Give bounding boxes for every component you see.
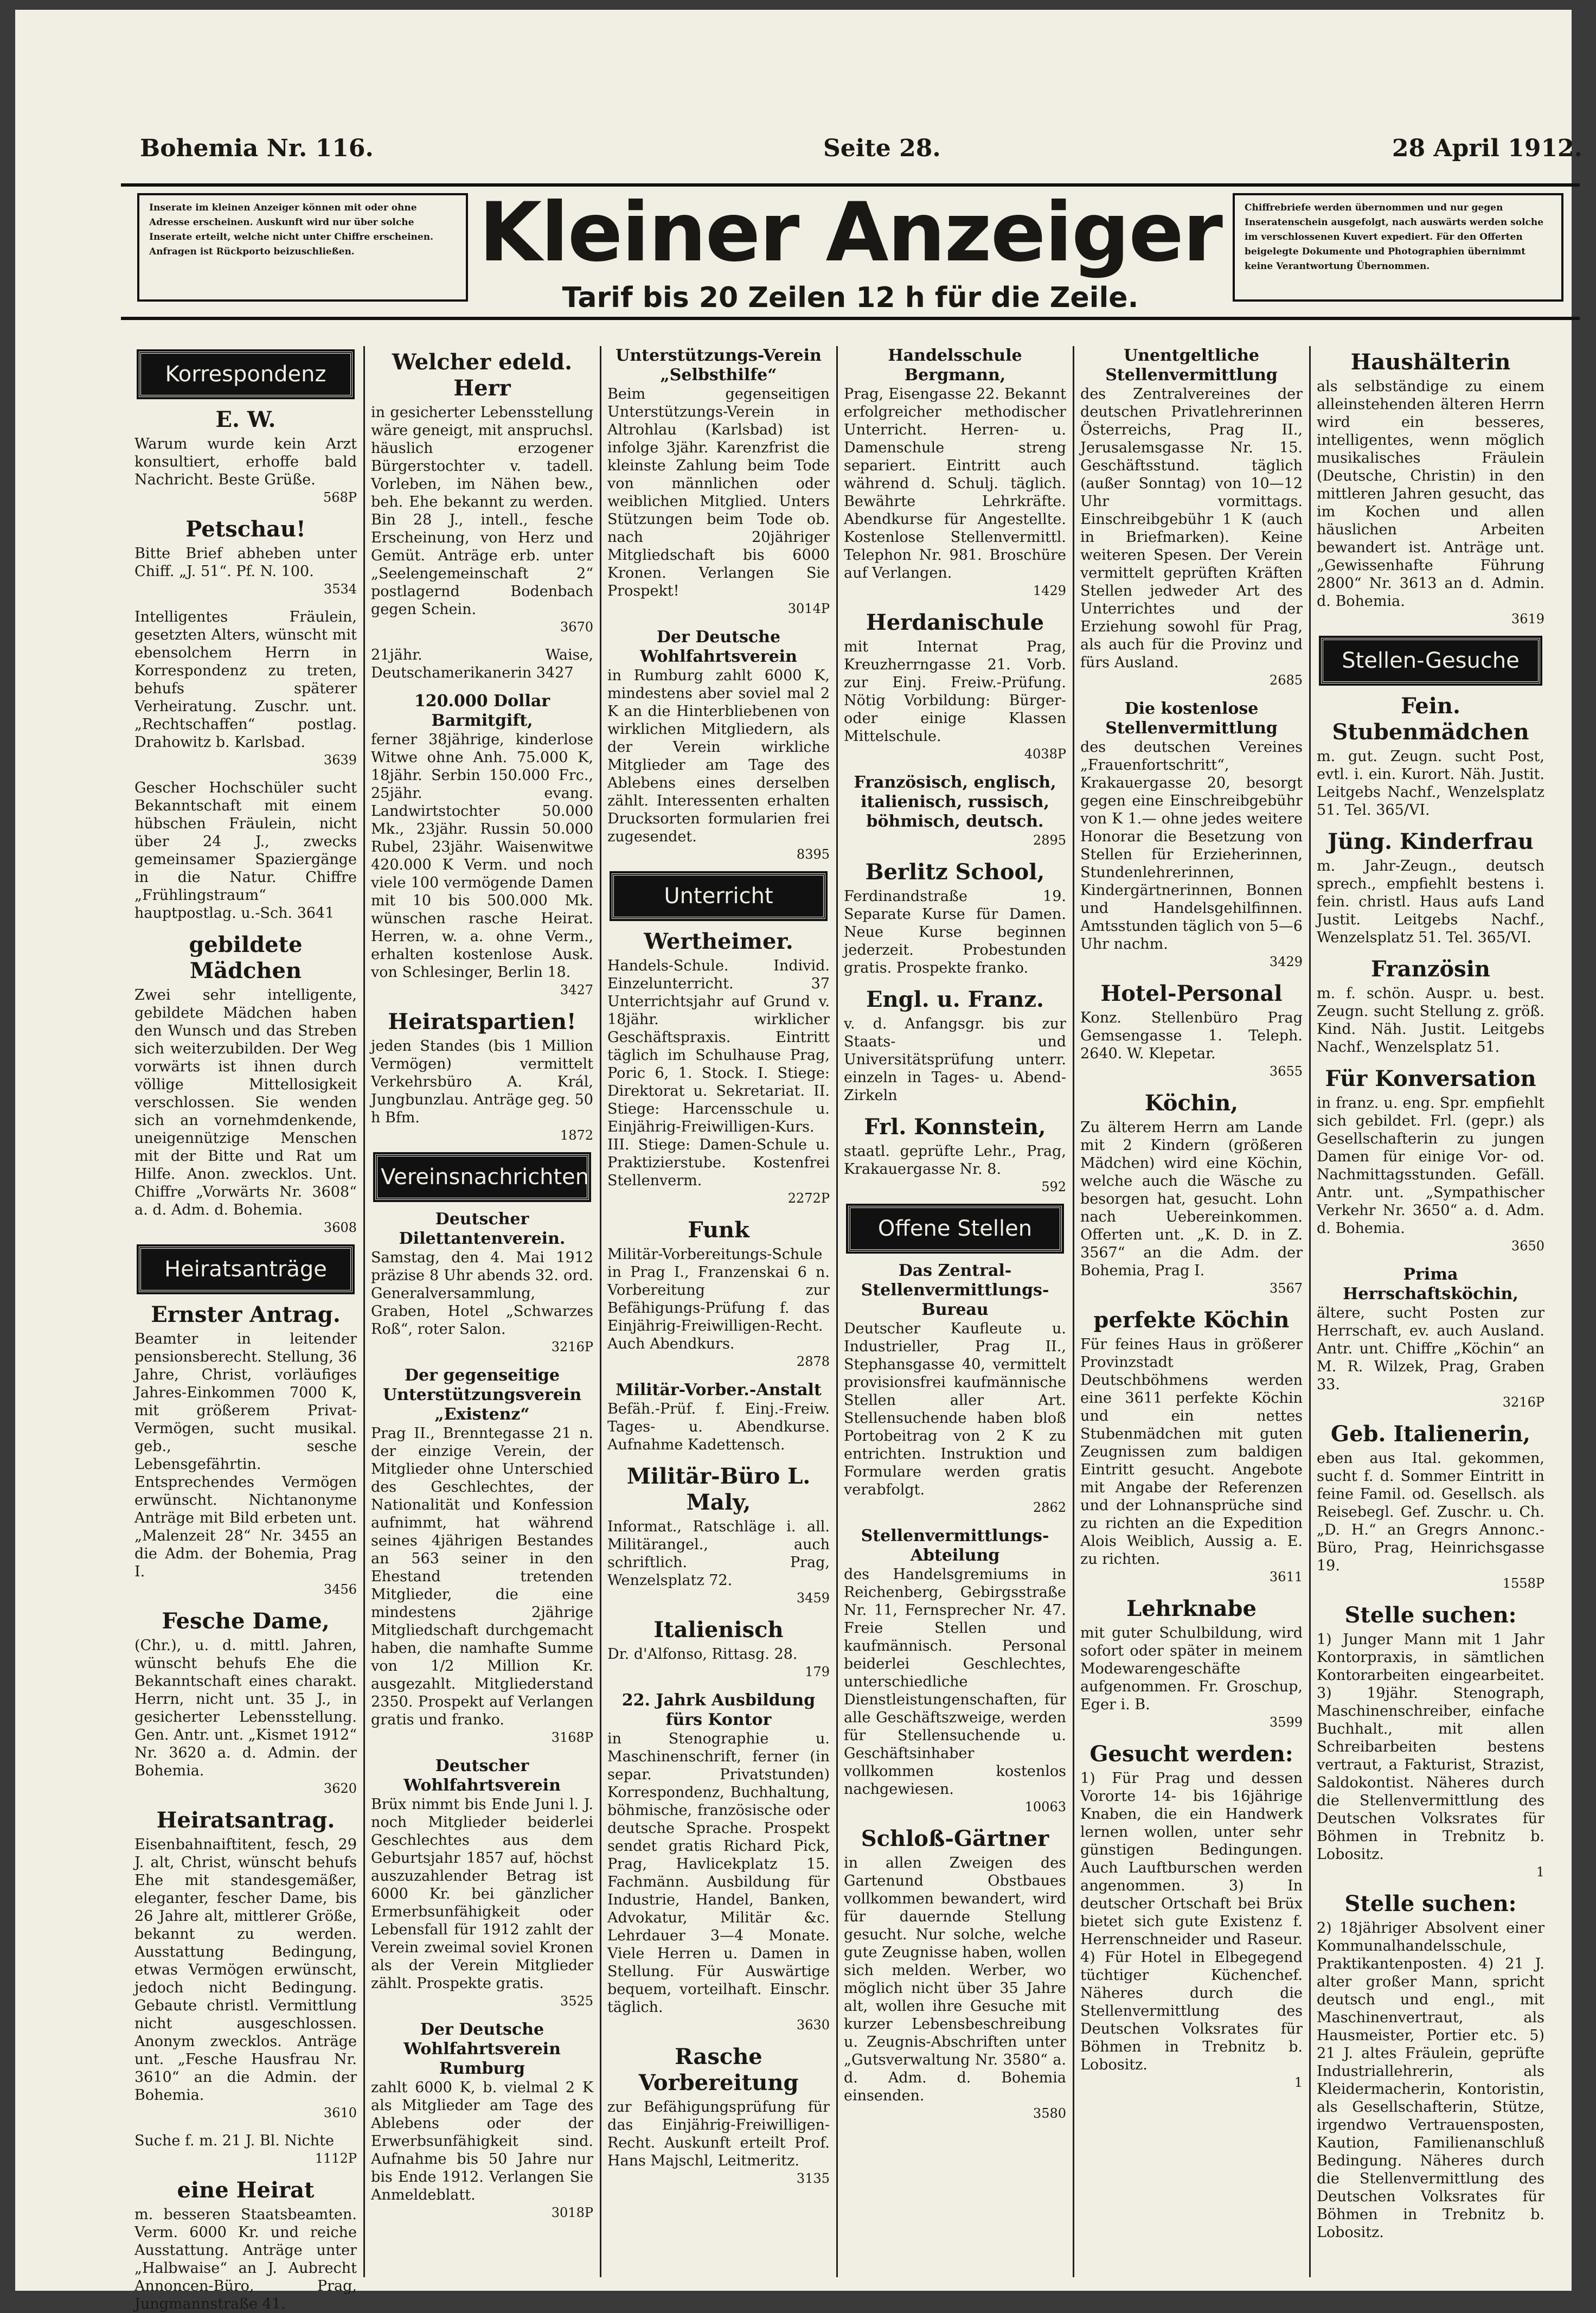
classified-ad (607, 2044, 830, 2188)
classified-ad (844, 773, 1066, 849)
classified-ad (607, 1464, 830, 1607)
ad-reference-number: 3639 (323, 752, 357, 768)
ad-reference-number: 3610 (323, 2105, 357, 2120)
ad-reference-number: 3135 (796, 2171, 830, 2186)
ad-reference-number: 3427 (560, 982, 593, 998)
ad-reference-number: 2272P (787, 1191, 830, 1206)
classified-ad (371, 349, 593, 636)
classified-ad (1317, 829, 1544, 947)
classified-ad (134, 2177, 357, 2313)
ad-text: zahlt 6000 K, b. vielmal 2 K als Mitglieder am Tage des Ablebens oder der Erwerbsunfähigkeit sind. Aufnahme bis 50 Jahre nur bis Ende 1912. Verlangen Sie Anmeldeblatt. (371, 2079, 593, 2203)
ad-headline: Der Deutsche Wohlfahrtsverein (640, 628, 797, 666)
classified-ad (1317, 1891, 1544, 2241)
classified-ad (844, 1114, 1066, 1196)
ad-headline: Herdanischule (866, 610, 1044, 635)
classified-ad (134, 779, 357, 922)
ad-text: Bitte Brief abheben unter Chiff. „J. 51“. Pf. N. 100. (134, 545, 357, 580)
ad-text: ferner 38jährige, kinderlose Witwe ohne Anh. 75.000 K, 18jähr. Serbin 150.000 Frc., 25jähr. evang. Landwirtstochter 50.000 Mk., 23jähr. Russin 50.000 Rubel, 23jähr. Waisenwitwe 420.000 K Verm. und noch viele 100 vermögende Damen mit 10 bis 500.000 Mk. wünschen rasche Heirat. Herren, w. a. ohne Verm., erhalten kostenlose Ausk. von Schlesinger, Berlin 18. (371, 731, 593, 981)
ad-headline: Petschau! (185, 516, 306, 542)
ad-text: v. d. Anfangsgr. bis zur Staats- und Universitätsprüfung unterr. einzeln in Tages- u. Abend-Zirkeln (844, 1015, 1066, 1104)
ad-reference-number: 3216P (1502, 1395, 1544, 1410)
classified-ad (1317, 1602, 1544, 1881)
ad-text: Für feines Haus in größerer Provinzstadt Deutschböhmens werden eine 3611 perfekte Köchin und ein nettes Stubenmädchen mit guten Zeugnissen zum baldigen Eintritt gesucht. Angebote mit Angabe der Referenzen und der Lohnansprüche sind zu richten an die Expedition Alois Weiblich, Aussig a. E. zu richten. (1080, 1336, 1303, 1568)
ad-text: m. f. schön. Auspr. u. best. Zeugn. sucht Stellung z. größ. Kind. Näh. Justit. Leitgebs Nachf., Wenzelsplatz 51. (1317, 985, 1544, 1056)
ad-headline: Stelle suchen: (1344, 1602, 1517, 1628)
classified-ad (844, 346, 1066, 600)
ad-headline: Jüng. Kinderfrau (1328, 829, 1534, 854)
ad-reference-number: 1 (1536, 1864, 1544, 1880)
ad-text: in Stenographie u. Maschinenschrift, ferner (in separ. Privatstunden) Korrespondenz, Buchhaltung, böhmische, französische oder deutsche Sprache. Prospekt sendet gratis Richard Pick, Prag, Havlicekplatz 15. Fachmänn. Ausbildung für Industrie, Handel, Banken, Advokatur, Militär &c. Lehrdauer 3—4 Monate. Viele Herren u. Damen in Stellung. Für Auswärtige bequem, vorteilhaft. Einschr. täglich. (607, 1730, 830, 2016)
column-rule (363, 346, 365, 2277)
section-heading: Stellen-Gesuche (1321, 638, 1540, 683)
ad-headline: 120.000 Dollar Barmitgift, (414, 692, 550, 730)
ad-headline: E. W. (215, 407, 276, 432)
left-notice: Inserate im kleinen Anzeiger können mit oder ohne Adresse erscheinen. Auskunft wird nur über solche Inserate erteilt, welche nicht unter Chiffre erscheinen. Anfragen ist Rückporto beizuschließen. (137, 193, 468, 302)
classified-ad (134, 1608, 357, 1798)
classified-ad (1080, 1090, 1303, 1298)
column-3 (602, 346, 835, 2277)
ad-headline: Lehrknabe (1126, 1596, 1257, 1621)
ad-text: 1) Für Prag und dessen Vororte 14- bis 16jährige Knaben, die ein Handwerk lernen wollen, unter sehr günstigen Bedingungen. Auch Lauftburschen werden angenommen. 3) In deutscher Ortschaft bei Brüx bietet sich gute Existenz f. Herrenschneider und Raseur. 4) Für Hotel in Elbegegend tüchtiger Küchenchef. Näheres durch die Stellenvermittlung des Deutschen Volksrates für Böhmen in Trebnitz b. Lobositz. (1080, 1770, 1303, 2073)
ad-text: ältere, sucht Posten zur Herrschaft, ev. auch Ausland. Antr. unt. Chiffre „Köchin“ an M. R. Wilzek, Prag, Graben 33. (1317, 1305, 1544, 1393)
classified-ad (844, 610, 1066, 763)
ad-reference-number: 3429 (1269, 954, 1303, 969)
ad-headline: Deutscher Dilettantenverein. (399, 1210, 566, 1248)
ad-headline: Prima Herrschaftsköchin, (1343, 1265, 1518, 1304)
ad-text: in franz. u. eng. Spr. empfiehlt sich gebildet. Frl. (gepr.) als Gesellschafterin zu jungen Damen für einige Vor- od. Nachmittagsstunden. Gefäll. Antr. unt. „Sympathischer Verkehr Nr. 3650“ a. d. Adm. d. Bohemia. (1317, 1095, 1544, 1237)
ad-reference-number: 3650 (1511, 1238, 1544, 1254)
ad-headline: Die kostenlose Stellenvermittlung (1105, 699, 1278, 738)
classified-ad (607, 929, 830, 1207)
classified-ad (607, 1617, 830, 1681)
section-banner (121, 183, 1580, 320)
classified-ad (134, 1807, 357, 2122)
classified-ad (1317, 1066, 1544, 1255)
ad-headline: Heiratsantrag. (156, 1807, 335, 1833)
section-heading: Offene Stellen (848, 1206, 1062, 1251)
classified-ad (1080, 699, 1303, 971)
ad-reference-number: 3630 (796, 2017, 830, 2033)
classified-ad (607, 1381, 830, 1454)
issue-date: 28 April 1912. (1392, 135, 1582, 162)
issue-number: Bohemia Nr. 116. (140, 135, 374, 162)
ad-reference-number: 3567 (1269, 1281, 1303, 1296)
ad-headline: Welcher edeld. Herr (392, 349, 573, 401)
ad-headline: Berlitz School, (865, 859, 1045, 885)
ad-text: Deutscher Kaufleute u. Industrieller, Prag II., Stephansgasse 40, vermittelt provisionsfrei kaufmännische Stellen aller Art. Stellensuchende haben bloß Portobeitrag von 2 K zu entrichten. Instruktion und Formulare werden gratis verabfolgt. (844, 1320, 1066, 1498)
ad-text: Dr. d'Alfonso, Rittasg. 28. (607, 1646, 798, 1663)
classified-ad (371, 1366, 593, 1747)
ad-text: Informat., Ratschläge i. all. Militärangel., auch schriftlich. Prag, Wenzelsplatz 72. (607, 1518, 830, 1589)
ad-reference-number: 3620 (323, 1781, 357, 1796)
ad-reference-number: 3456 (323, 1582, 357, 1597)
ad-headline: Stelle suchen: (1344, 1891, 1517, 1916)
classified-ad (371, 692, 593, 999)
ad-reference-number: 2878 (796, 1354, 830, 1369)
classified-ad (134, 516, 357, 598)
classified-ad (1317, 956, 1544, 1056)
ad-reference-number: 568P (323, 490, 357, 505)
ad-reference-number: 3619 (1511, 611, 1544, 627)
ad-text: Beim gegenseitigen Unterstützungs-Verein in Altrohlau (Karlsbad) ist infolge 3jähr. Karenzfrist die kleinste Zahlung beim Tode von männlichen oder weiblichen Mitglied. Unters Stützungen beim Tode ob. nach 20jähriger Mitgliedschaft bis 6000 Kronen. Verlangen Sie Prospekt! (607, 386, 830, 599)
column-5 (1075, 346, 1308, 2277)
ad-text: 1) Junger Mann mit 1 Jahr Kontorpraxis, in sämtlichen Kontorarbeiten eingearbeitet. 3) 19jähr. Stenograph, Maschinenschreiber, einfache Buchhalt., mit allen Schreibarbeiten bestens vertraut, a Fakturist, Strazist, Saldokontist. Näheres durch die Stellenvermittlung des Deutschen Volksrates für Böhmen in Trebnitz b. Lobositz. (1317, 1631, 1544, 1863)
ad-reference-number: 3216P (551, 1339, 593, 1354)
ad-headline: Militär-Büro L. Maly, (626, 1464, 811, 1515)
ad-headline: Heiratspartien! (388, 1009, 576, 1034)
ad-text: m. Jahr-Zeugn., deutsch sprech., empfiehlt bestens i. fein. christl. Haus aufs Land Justit. Leitgebs Nachf., Wenzelsplatz 51. Tel. 365/VI. (1317, 858, 1544, 946)
ad-reference-number: 1 (1294, 2075, 1303, 2090)
classified-ad (371, 1756, 593, 2010)
classified-ad (607, 1691, 830, 2034)
newspaper-page (15, 10, 1582, 2312)
classified-ad (1080, 1596, 1303, 1731)
ad-headline: Engl. u. Franz. (866, 987, 1044, 1012)
classified-ad (844, 1261, 1066, 1517)
ad-reference-number: 2685 (1269, 673, 1303, 688)
ad-reference-number: 1429 (1033, 583, 1066, 598)
ad-reference-number: 3014P (787, 601, 830, 616)
ad-text: Warum wurde kein Arzt konsultiert, erhoffe bald Nachricht. Beste Grüße. (134, 436, 357, 488)
ad-text: Suche f. m. 21 J. Bl. Nichte (134, 2132, 334, 2149)
section-heading: Unterricht (612, 873, 825, 919)
ad-text: Zwei sehr intelligente, gebildete Mädchen haben den Wunsch und das Streben sich weiterzubilden. Der Weg vorwärts ist ihnen durch völlige Mittellosigkeit verschlossen. Sie wenden sich an vornehmdenkende, uneigennützige Menschen mit der Bitte und Rat um Hilfe. Anon. zwecklos. Unt. Chiffre „Vorwärts Nr. 3608“ a. d. Adm. d. Bohemia. (134, 987, 357, 1218)
ad-headline: Geb. Italienerin, (1330, 1421, 1531, 1447)
classified-ad (371, 646, 593, 682)
ad-reference-number: 10063 (1024, 1799, 1066, 1814)
ad-text: mit Internat Prag, Kreuzherrngasse 21. Vorb. zur Einj. Freiw.-Prüfung. Nötig Vorbildung: Bürger- oder einige Klassen Mittelschule. (844, 638, 1066, 745)
ad-reference-number: 3525 (560, 1993, 593, 2009)
ad-headline: Der Deutsche Wohlfahrtsverein Rumburg (403, 2020, 561, 2078)
ad-reference-number: 8395 (796, 847, 830, 862)
ad-headline: Fesche Dame, (162, 1608, 330, 1634)
ad-text: (Chr.), u. d. mittl. Jahren, wünscht behufs Ehe die Bekanntschaft eines charakt. Herrn, nicht unt. 35 J., in gesicherter Lebensstellung. Gen. Antr. unt. „Kismet 1912“ Nr. 3620 a. d. Admin. der Bohemia. (134, 1637, 357, 1779)
ad-headline: Ernster Antrag. (151, 1302, 341, 1327)
column-4 (838, 346, 1072, 2277)
ad-headline: Rasche Vorbereitung (638, 2044, 799, 2095)
ad-reference-number: 1872 (560, 1128, 593, 1143)
section-heading: Korrespondenz (139, 352, 352, 397)
classified-ad (1080, 346, 1303, 689)
ad-headline: eine Heirat (177, 2177, 315, 2203)
column-2 (366, 346, 599, 2277)
ad-headline: Unentgeltliche Stellenvermittlung (1105, 346, 1278, 385)
ad-reference-number: 3608 (323, 1220, 357, 1235)
ad-headline: Wertheimer. (644, 929, 793, 954)
ad-text: jeden Standes (bis 1 Million Vermögen) vermittelt Verkehrsbüro A. Král, Jungbunzlau. Anträge geg. 50 h Bfm. (371, 1038, 593, 1126)
ad-headline: gebildete Mädchen (189, 932, 303, 983)
ad-headline: Schloß-Gärtner (861, 1826, 1049, 1851)
ad-text: zur Befähigungsprüfung für das Einjährig-Freiwilligen-Recht. Auskunft erteilt Prof. Hans Majschl, Leitmeritz. (607, 2099, 830, 2169)
ad-text: Militär-Vorbereitungs-Schule in Prag I., Franzenskai 6 n. Vorbereitung zur Befähigungs-Prüfung f. das Einjährig-Freiwilligen-Recht. Auch Abendkurs. (607, 1246, 830, 1352)
ad-headline: Fein. Stubenmädchen (1332, 693, 1529, 745)
classified-ad (134, 2132, 357, 2168)
ad-reference-number: 179 (805, 1664, 830, 1679)
ad-text: des Handelsgremiums in Reichenberg, Gebirgsstraße Nr. 11, Fernsprecher Nr. 47. Freie Stellen und kaufmännisch. Personal beiderlei Geschlechtes, unterschiedliche Dienstleistungenschaften, für alle Geschäftszweige, werden für Stellensuchende u. Geschäftsinhaber vollkommen kostenlos nachgewiesen. (844, 1566, 1066, 1798)
ad-text: m. besseren Staatsbeamten. Verm. 6000 Kr. und reiche Ausstattung. Anträge unter „Halbwaise“ an J. Aubrecht Annoncen-Büro, Prag, Jungmannstraße 41. (134, 2206, 357, 2312)
classified-ad (607, 1217, 830, 1371)
ad-text: Befäh.-Prüf. f. Einj.-Freiw. Tages- u. Abendkurse. Aufnahme Kadettensch. (607, 1401, 830, 1453)
ad-headline: Hotel-Personal (1100, 981, 1283, 1006)
ad-headline: Funk (688, 1217, 749, 1243)
ad-headline: Der gegenseitige Unterstützungsverein „Existenz“ (382, 1366, 582, 1424)
classified-ad (1080, 1741, 1303, 2092)
classified-ad (1317, 349, 1544, 628)
ad-text: Eisenbahnaiftitent, fesch, 29 J. alt, Christ, wünscht behufs Ehe mit standesgemäßer, eleganter, fescher Dame, bis 26 Jahre alt, mittlerer Größe, bekannt zu werden. Ausstattung Bedingung, etwas Vermögen erwünscht, jedoch nicht Bedingung. Gebaute christl. Vermittlung nicht ausgeschlossen. Anonym zwecklos. Anträge unt. „Fesche Hausfrau Nr. 3610“ an die Admin. der Bohemia. (134, 1836, 357, 2104)
ad-headline: Französin (1371, 956, 1490, 982)
ad-text: in allen Zweigen des Gartenund Obstbaues vollkommen bewandert, wird für dauernde Stellung gesucht. Nur solche, welche gute Zeugnisse haben, wollen sich melden. Werber, wo möglich nicht über 35 Jahre alt, wollen ihre Gesuche mit kurzer Lebensbeschreibung u. Zeugnis-Abschriften unter „Gutsverwaltung Nr. 3580“ a. d. Adm. d. Bohemia einsenden. (844, 1855, 1066, 2104)
classified-ad (1080, 981, 1303, 1081)
classified-ad (607, 628, 830, 864)
ad-reference-number: 3670 (560, 619, 593, 635)
ad-headline: Unterstützungs-Verein „Selbsthilfe“ (616, 346, 822, 385)
column-rule (1309, 346, 1311, 2277)
ad-text: 2) 18jähriger Absolvent einer Kommunalhandelsschule, Praktikantenposten. 4) 21 J. alter großer Mann, spricht deutsch und engl., mit Maschinenvertraut, als Hausmeister, Portier etc. 5) 21 J. altes Fräulein, geprüfte Industriallehrerin, als Kleidermacherin, Kontoristin, als Gesellschafterin, Stütze, irgendwo Vertrauensposten, Kaution, Familienanschluß Bedingung. Näheres durch die Stellenvermittlung des Deutschen Volksrates für Böhmen in Trebnitz b. Lobositz. (1317, 1920, 1544, 2241)
ad-headline: Gesucht werden: (1089, 1741, 1293, 1767)
ad-text: mit guter Schulbildung, wird sofort oder später in meinem Modewarengeschäfte aufgenommen. Fr. Groschup, Eger i. B. (1080, 1625, 1303, 1713)
ad-headline: Frl. Konnstein, (864, 1114, 1046, 1140)
ad-reference-number: 3611 (1269, 1569, 1303, 1584)
ad-text: Prag II., Brenntegasse 21 n. der einzige Verein, der Mitglieder ohne Unterschied des Geschlechtes, der Nationalität und Konfession aufnimmt, hat während seines 4jährigen Bestandes an 563 seiner in den Ehestand tretenden Mitglieder, die eine mindestens 2jährige Mitgliedschaft durchgemacht haben, die namhafte Summe von 1/2 Million Kr. ausgezahlt. Mitgliederstand 2350. Prospekt auf Verlangen gratis und franko. (371, 1425, 593, 1728)
classified-ad (844, 859, 1066, 977)
classified-ad (371, 1009, 593, 1145)
ad-headline: Stellenvermittlungs-Abteilung (861, 1526, 1049, 1565)
classified-ad (607, 346, 830, 618)
ad-headline: Italienisch (653, 1617, 784, 1643)
column-rule (600, 346, 601, 2277)
ad-reference-number: 3599 (1269, 1715, 1303, 1730)
ad-headline: Deutscher Wohlfahrtsverein (403, 1756, 561, 1795)
ad-text: Konz. Stellenbüro Prag Gemsengasse 1. Teleph. 2640. W. Klepetar. (1080, 1009, 1303, 1062)
ad-headline: Militär-Vorber.-Anstalt (616, 1381, 822, 1400)
ad-text: Prag, Eisengasse 22. Bekannt erfolgreicher methodischer Unterricht. Herren- u. Damenschule streng separiert. Eintritt auch während d. Schulj. täglich. Bewährte Lehrkräfte. Abendkurse für Angestellte. Kostenlose Stellenvermittl. Telephon Nr. 981. Broschüre auf Verlangen. (844, 386, 1066, 582)
ad-headline: Französisch, englisch, italienisch, russisch, böhmisch, deutsch. (854, 773, 1056, 831)
page-number: Seite 28. (823, 135, 941, 162)
ad-text: 21jähr. Waise, Deutschamerikanerin 3427 (371, 647, 593, 681)
ad-headline: 22. Jahrk Ausbildung fürs Kontor (621, 1691, 816, 1729)
ad-text: Handels-Schule. Individ. Einzelunterricht. 37 Unterrichtsjahr auf Grund v. 18jähr. wirklicher Geschäftspraxis. Eintritt täglich im Schulhause Prag, Poric 6, 1. Stock. I. Stiege: Direktorat u. Sekretariat. II. Stiege: Harcensschule u. Einjährig-Freiwilligen-Kurs. III. Stiege: Damen-Schule u. Praktizierstube. Kostenfrei Stellenverm. (607, 957, 830, 1189)
classified-ad (371, 2020, 593, 2222)
section-heading: Vereinsnachrichten (375, 1154, 589, 1200)
ad-headline: Handelsschule Bergmann, (888, 346, 1022, 385)
ad-text: Zu älterem Herrn am Lande mit 2 Kindern (größeren Mädchen) wird eine Köchin, welche auch die Wäsche zu besorgen hat, gesucht. Lohn nach Uebereinkommen. Offerten unt. „K. D. in Z. 3567“ an die Adm. der Bohemia, Prag I. (1080, 1119, 1303, 1279)
ad-reference-number: 4038P (1024, 746, 1066, 762)
ad-text: Ferdinandstraße 19. Separate Kurse für Damen. Neue Kurse beginnen jederzeit. Probestunden gratis. Prospekte franko. (844, 888, 1066, 976)
ad-text: eben aus Ital. gekommen, sucht f. d. Sommer Eintritt in feine Famil. od. Gesellsch. als Reisebegl. Gef. Zuschr. u. Ch. „D. H.“ an Gregrs Annonc.-Büro, Prag, Heinrichsgasse 19. (1317, 1450, 1544, 1574)
classified-ad (1080, 1307, 1303, 1586)
ad-reference-number: 3580 (1033, 2106, 1066, 2121)
ad-reference-number: 2895 (1033, 833, 1066, 848)
classified-ad (1317, 1265, 1544, 1411)
classified-ad (1317, 693, 1544, 819)
right-notice: Chiffrebriefe werden übernommen und nur gegen Inseratenschein ausgefolgt, nach auswärts werden solche im verschlossenen Kuvert expediert. Für den Offerten beigelegte Dokumente und Photographien übernimmt keine Verantwortung Übernommen. (1233, 193, 1563, 302)
classified-ad (371, 1210, 593, 1356)
page-header (140, 135, 1582, 172)
classified-ad (134, 608, 357, 769)
section-heading: Heiratsanträge (139, 1247, 352, 1292)
classified-ad (844, 1526, 1066, 1816)
classified-ad (1317, 1421, 1544, 1593)
ad-text: Beamter in leitender pensionsberecht. Stellung, 36 Jahre, Christ, vorläufiges Jahres-Einkommen 7000 K, mit größerem Privat-Vermögen, sucht musikal. geb., sesche Lebensgefährtin. Entsprechendes Vermögen erwünscht. Nichtanonyme Anträge mit Bild erbeten unt. „Malenzeit 28“ Nr. 3455 an die Adm. der Bohemia, Prag I. (134, 1331, 357, 1580)
ad-text: Brüx nimmt bis Ende Juni l. J. noch Mitglieder beiderlei Geschlechtes aus dem Geburtsjahr 1857 auf, höchst auszuzahlender Betrag ist 6000 Kr. bei gänzlicher Ermerbsunfähigkeit oder Lebensfall für 1912 zahlt der Verein zweimal soviel Kronen als der Verein Mitglieder zählt. Prospekte gratis. (371, 1796, 593, 1992)
column-rule (836, 346, 838, 2277)
ad-text: als selbständige zu einem alleinstehenden älteren Herrn wird ein besseres, intelligentes, wenn möglich musikalisches Fräulein (Deutsche, Christin) in den mittleren Jahren gesucht, das im Kochen und allen häuslichen Arbeiten bewandert ist. Anträge unt. „Gewissenhafte Führung 2800“ Nr. 3613 an d. Admin. d. Bohemia. (1317, 378, 1544, 610)
ad-reference-number: 1558P (1502, 1576, 1544, 1591)
ad-text: in Rumburg zahlt 6000 K, mindestens aber soviel mal 2 K an die Hinterbliebenen von wirklichen Mitgliedern, als der Verein wirkliche Mitglieder am Tage des Ablebens eines derselben zählt. Interessenten erhalten Drucksorten formularien frei zugesendet. (607, 667, 830, 845)
section-title: Kleiner Anzeiger (479, 186, 1222, 280)
tariff-line: Tarif bis 20 Zeilen 12 h für die Zeile. (562, 282, 1139, 314)
ad-text: des Zentralvereines der deutschen Privatlehrerinnen Österreichs, Prag II., Jerusalemsgasse Nr. 15. Geschäftsstund. täglich (außer Sonntag) von 10—12 Uhr vormittags. Einschreibgebühr 1 K (auch in Briefmarken). Keine weiteren Spesen. Der Verein vermittelt geprüften Kräften Stellen jedweder Art des Unterrichtes und der Erziehung sowohl für Prag, als auch für die Provinz und fürs Ausland. (1080, 386, 1303, 671)
ad-reference-number: 1112P (315, 2151, 357, 2166)
classified-ad (844, 1826, 1066, 2123)
ad-text: staatl. geprüfte Lehr., Prag, Krakauergasse Nr. 8. (844, 1143, 1066, 1178)
ad-reference-number: 3534 (323, 582, 357, 597)
column-6 (1311, 346, 1550, 2277)
ad-headline: Das Zentral-Stellenvermittlungs-Bureau (861, 1261, 1049, 1319)
ad-reference-number: 3168P (551, 1730, 593, 1745)
classified-ad (844, 987, 1066, 1104)
ad-text: m. gut. Zeugn. sucht Post, evtl. i. ein. Kurort. Näh. Justit. Leitgebs Nachf., Wenzelsplatz 51. Tel. 365/VI. (1317, 748, 1544, 819)
ad-reference-number: 3018P (551, 2205, 593, 2220)
ad-text: des deutschen Vereines „Frauenfortschritt“, Krakauergasse 20, besorgt gegen eine Einschreibgebühr von K 1.— ohne jedes weitere Honorar die Besetzung von Stellen für Erzieherinnen, Stundenlehrerinnen, Kindergärtnerinnen, Bonnen und Handelsgehilfinnen. Amtsstunden täglich von 5—6 Uhr nachm. (1080, 739, 1303, 953)
classified-ad (134, 1302, 357, 1599)
ad-headline: Köchin, (1144, 1090, 1239, 1116)
ad-reference-number: 3655 (1269, 1064, 1303, 1079)
ad-reference-number: 592 (1041, 1179, 1066, 1194)
classified-ad (134, 407, 357, 507)
ad-text: Intelligentes Fräulein, gesetzten Alters, wünscht mit ebensolchem Herrn in Korrespondenz zu treten, behufs späterer Verheiratung. Zuschr. unt. „Rechtschaffen“ postlag. Drahowitz b. Karlsbad. (134, 609, 357, 751)
classified-ad (134, 932, 357, 1237)
ad-headline: Für Konversation (1325, 1066, 1536, 1091)
ad-text: Gescher Hochschüler sucht Bekanntschaft mit einem hübschen Fräulein, nicht über 24 J., zwecks gemeinsamer Spaziergänge in die Natur. Chiffre „Frühlingstraum“ hauptpostlag. u.-Sch. 3641 (134, 779, 357, 922)
ad-headline: Haushälterin (1350, 349, 1511, 375)
ad-text: in gesicherter Lebensstellung wäre geneigt, mit anspruchsl. häuslich erzogener Bürgerstochter v. tadell. Vorleben, im Nähen bew., beh. Ehe bekannt zu werden. Bin 28 J., intell., fesche Erscheinung, von Herz und Gemüt. Anträge erb. unter „Seelengemeinschaft 2“ postlagernd Bodenbach gegen Schein. (371, 404, 593, 618)
ad-reference-number: 2862 (1033, 1500, 1066, 1515)
ad-headline: perfekte Köchin (1093, 1307, 1290, 1333)
column-1 (129, 346, 362, 2312)
ad-reference-number: 3459 (796, 1590, 830, 1606)
column-rule (1073, 346, 1074, 2277)
ad-text: Samstag, den 4. Mai 1912 präzise 8 Uhr abends 32. ord. Generalversammlung, Graben, Hotel „Schwarzes Roß“, roter Salon. (371, 1249, 593, 1338)
